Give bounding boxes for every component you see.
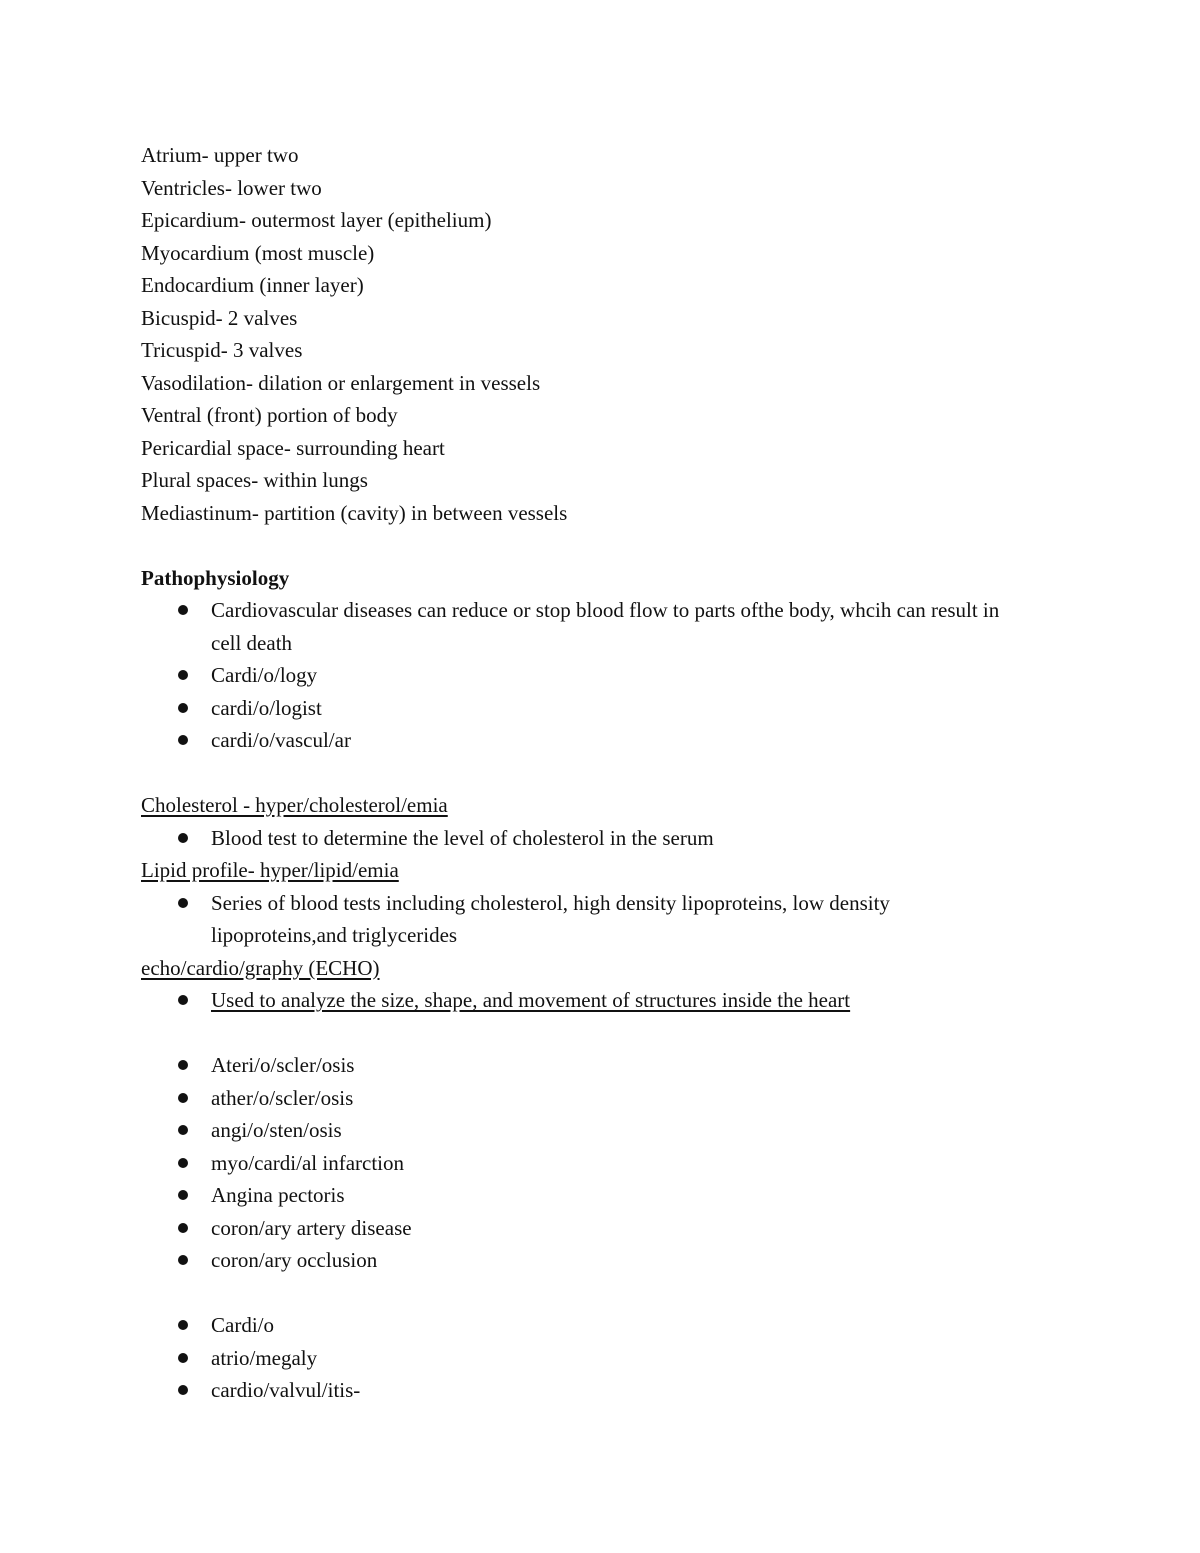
test-list <box>141 822 1041 855</box>
list-item <box>141 1374 1041 1407</box>
spacer <box>141 1277 1041 1310</box>
list-item-text: cardio/valvul/itis- <box>211 1378 361 1402</box>
definition-line: Bicuspid- 2 valves <box>141 305 298 330</box>
list-item <box>141 887 1041 952</box>
list-item <box>141 822 1041 855</box>
list-item <box>141 659 1041 692</box>
list-item-text: Series of blood tests including cholesterol, high density lipoproteins, low density lipoproteins,and triglycerides <box>211 890 890 947</box>
conditions-list <box>141 1049 1041 1277</box>
pathophysiology-list <box>141 594 1041 757</box>
definition-line: Pericardial space- surrounding heart <box>141 435 445 460</box>
list-item-text: coron/ary occlusion <box>211 1248 378 1272</box>
bullet-icon <box>178 898 188 908</box>
list-item-text: Cardi/o/logy <box>211 663 318 687</box>
definition-line: Mediastinum- partition (cavity) in between vessels <box>141 500 568 525</box>
definitions-list <box>141 139 1041 529</box>
list-item-text: cardi/o/vascul/ar <box>211 728 351 752</box>
list-item-text: cardi/o/logist <box>211 695 322 720</box>
bullet-icon <box>178 1385 188 1395</box>
bullet-icon <box>178 1353 188 1363</box>
definition-line: Atrium- upper two <box>141 143 299 167</box>
bullet-icon <box>178 1060 188 1070</box>
definition-line: Ventricles- lower two <box>141 175 322 200</box>
list-item <box>141 1082 1041 1115</box>
bullet-icon <box>178 1320 188 1330</box>
spacer <box>141 757 1041 790</box>
list-item-text: Cardi/o <box>211 1313 274 1337</box>
list-item <box>141 984 1041 1017</box>
definition-line: Myocardium (most muscle) <box>141 240 375 265</box>
bullet-icon <box>178 605 188 615</box>
test-list <box>141 887 1041 952</box>
bullet-icon <box>178 670 188 680</box>
definition-line: Epicardium- outermost layer (epithelium) <box>141 208 492 232</box>
list-item <box>141 1049 1041 1082</box>
bullet-icon <box>178 1190 188 1200</box>
list-item-text: Blood test to determine the level of cholesterol in the serum <box>211 825 714 850</box>
list-item-text: ather/o/scler/osis <box>211 1085 354 1110</box>
list-item <box>141 1147 1041 1180</box>
list-item-text: myo/cardi/al infarction <box>211 1150 405 1175</box>
list-item <box>141 1244 1041 1277</box>
test-title: Lipid profile- hyper/lipid/emia <box>141 858 399 882</box>
list-item <box>141 594 1041 659</box>
list-item <box>141 1309 1041 1342</box>
spacer <box>141 1017 1041 1050</box>
definition-line: Vasodilation- dilation or enlargement in vessels <box>141 370 541 395</box>
pathophysiology-heading: Pathophysiology <box>141 565 290 590</box>
bullet-icon <box>178 1125 188 1135</box>
bullet-icon <box>178 1093 188 1103</box>
list-item <box>141 692 1041 725</box>
list-item-text: Used to analyze the size, shape, and movement of structures inside the heart <box>211 988 851 1012</box>
list-item <box>141 1212 1041 1245</box>
spacer <box>141 529 1041 562</box>
document-page <box>141 139 1041 1407</box>
list-item-text: Angina pectoris <box>211 1183 345 1207</box>
bullet-icon <box>178 1223 188 1233</box>
bullet-icon <box>178 1255 188 1265</box>
definition-line: Plural spaces- within lungs <box>141 468 368 492</box>
list-item-text: Ateri/o/scler/osis <box>211 1053 355 1077</box>
definition-line: Endocardium (inner layer) <box>141 273 364 297</box>
test-title: echo/cardio/graphy (ECHO) <box>141 955 380 980</box>
cardio-terms-list <box>141 1309 1041 1407</box>
list-item <box>141 1114 1041 1147</box>
definition-line: Tricuspid- 3 valves <box>141 338 303 362</box>
list-item-text: Cardiovascular diseases can reduce or stop blood flow to parts ofthe body, whcih can result in cell death <box>211 598 1000 655</box>
list-item-text: coron/ary artery disease <box>211 1215 412 1240</box>
bullet-icon <box>178 995 188 1005</box>
bullet-icon <box>178 1158 188 1168</box>
list-item-text: angi/o/sten/osis <box>211 1118 342 1142</box>
list-item <box>141 1342 1041 1375</box>
bullet-icon <box>178 703 188 713</box>
list-item <box>141 1179 1041 1212</box>
test-list <box>141 984 1041 1017</box>
bullet-icon <box>178 833 188 843</box>
list-item-text: atrio/megaly <box>211 1345 318 1370</box>
test-title: Cholesterol - hyper/cholesterol/emia <box>141 793 448 817</box>
bullet-icon <box>178 735 188 745</box>
definition-line: Ventral (front) portion of body <box>141 403 398 427</box>
list-item <box>141 724 1041 757</box>
